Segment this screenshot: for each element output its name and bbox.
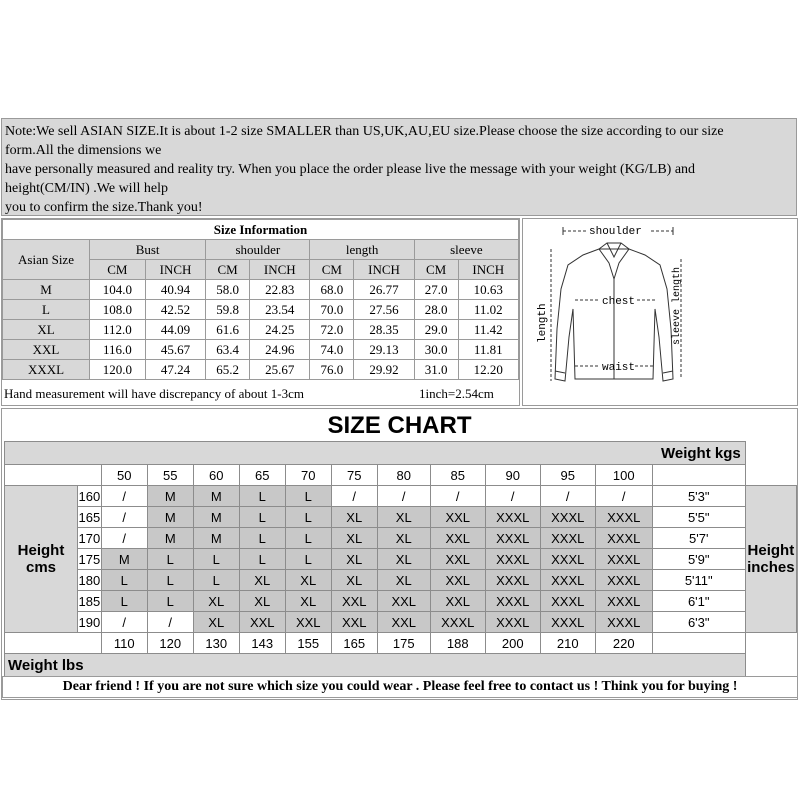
- size-cell: L: [285, 549, 331, 570]
- size-cell: XXL: [430, 507, 485, 528]
- height-cm-value: 165: [78, 507, 102, 528]
- measurement-cell: 29.92: [354, 360, 414, 380]
- measurement-cell: 29.13: [354, 340, 414, 360]
- size-label: L: [3, 300, 90, 320]
- measurement-cell: 12.20: [458, 360, 518, 380]
- measurement-cell: 61.6: [206, 320, 250, 340]
- size-cell: L: [147, 591, 193, 612]
- size-cell: XXXL: [485, 549, 540, 570]
- measurement-cell: 27.0: [414, 280, 458, 300]
- measurement-cell: 74.0: [310, 340, 354, 360]
- shirt-measurement-diagram: [522, 218, 798, 406]
- size-cell: /: [595, 486, 652, 507]
- size-cell: XXXL: [595, 591, 652, 612]
- size-cell: L: [239, 549, 285, 570]
- lbs-value: 130: [193, 633, 239, 654]
- kg-value: 100: [595, 465, 652, 486]
- unit-header: CM: [206, 260, 250, 280]
- size-cell: XXXL: [540, 528, 595, 549]
- corner-cell: [652, 633, 745, 654]
- kg-value: 70: [285, 465, 331, 486]
- lbs-value: 210: [540, 633, 595, 654]
- size-cell: L: [285, 528, 331, 549]
- size-cell: XL: [285, 570, 331, 591]
- kg-value: 80: [377, 465, 430, 486]
- measurement-cell: 63.4: [206, 340, 250, 360]
- height-inch-value: 6'3": [652, 612, 745, 633]
- size-cell: /: [101, 486, 147, 507]
- size-cell: XXL: [430, 570, 485, 591]
- size-chart-title: SIZE CHART: [327, 412, 472, 439]
- measurement-cell: 68.0: [310, 280, 354, 300]
- lbs-value: 200: [485, 633, 540, 654]
- weight-lbs-label: Weight lbs: [5, 654, 746, 677]
- size-cell: L: [193, 549, 239, 570]
- corner-cell: [5, 465, 102, 486]
- lbs-value: 220: [595, 633, 652, 654]
- measurement-cell: 25.67: [250, 360, 310, 380]
- height-cm-value: 160: [78, 486, 102, 507]
- measurement-cell: 112.0: [90, 320, 146, 340]
- size-cell: M: [101, 549, 147, 570]
- size-cell: /: [101, 612, 147, 633]
- size-cell: M: [193, 507, 239, 528]
- table-row: [5, 528, 797, 549]
- size-cell: XL: [331, 549, 377, 570]
- size-cell: XXXL: [485, 528, 540, 549]
- size-label: XXXL: [3, 360, 90, 380]
- weight-kgs-label: Weight kgs: [5, 442, 746, 465]
- sleeve-length-label: sleeve length: [672, 266, 683, 345]
- unit-header: CM: [90, 260, 146, 280]
- table-row: [5, 486, 797, 507]
- size-chart: [1, 408, 798, 700]
- height-inch-value: 5'3": [652, 486, 745, 507]
- height-inch-value: 6'1": [652, 591, 745, 612]
- size-cell: XXXL: [540, 591, 595, 612]
- measurement-cell: 28.35: [354, 320, 414, 340]
- size-cell: XXXL: [595, 507, 652, 528]
- size-cell: XXL: [285, 612, 331, 633]
- inch-conversion: 1inch=2.54cm: [419, 386, 494, 401]
- lbs-value: 175: [377, 633, 430, 654]
- measurement-cell: 42.52: [145, 300, 205, 320]
- size-cell: M: [193, 486, 239, 507]
- size-cell: /: [101, 528, 147, 549]
- shoulder-label: shoulder: [589, 226, 642, 238]
- size-cell: XXL: [430, 591, 485, 612]
- measurement-cell: 59.8: [206, 300, 250, 320]
- size-cell: /: [331, 486, 377, 507]
- kg-header-row: [5, 465, 797, 486]
- size-cell: XXXL: [485, 612, 540, 633]
- shirt-illustration: [523, 219, 797, 405]
- size-cell: XXXL: [540, 549, 595, 570]
- height-cm-value: 190: [78, 612, 102, 633]
- note-line: have personally measured and reality try. When you place the order please live the message with your weight (KG/LB) and: [5, 162, 696, 177]
- size-cell: XXL: [377, 591, 430, 612]
- note-line: form.All the dimensions we: [5, 143, 162, 158]
- discrepancy-note: Hand measurement will have discrepancy of about 1-3cm: [4, 386, 304, 401]
- size-cell: /: [430, 486, 485, 507]
- size-row: [3, 300, 519, 320]
- size-information-panel: [1, 218, 520, 406]
- measurement-cell: 26.77: [354, 280, 414, 300]
- measurement-cell: 11.81: [458, 340, 518, 360]
- size-cell: XL: [377, 507, 430, 528]
- size-label: M: [3, 280, 90, 300]
- size-cell: M: [147, 486, 193, 507]
- size-cell: L: [147, 570, 193, 591]
- size-cell: XL: [331, 528, 377, 549]
- measurement-cell: 45.67: [145, 340, 205, 360]
- weight-lbs-row: [5, 654, 797, 677]
- measurement-cell: 58.0: [206, 280, 250, 300]
- kg-value: 50: [101, 465, 147, 486]
- measurement-cell: 24.96: [250, 340, 310, 360]
- measurement-cell: 72.0: [310, 320, 354, 340]
- table-row: [5, 507, 797, 528]
- height-inch-value: 5'9": [652, 549, 745, 570]
- size-cell: XL: [377, 570, 430, 591]
- chest-label: chest: [602, 296, 636, 308]
- size-cell: XXXL: [595, 612, 652, 633]
- size-cell: XL: [285, 591, 331, 612]
- size-cell: XXXL: [485, 591, 540, 612]
- size-information-table: [2, 219, 519, 380]
- size-cell: /: [540, 486, 595, 507]
- kg-value: 55: [147, 465, 193, 486]
- lbs-value: 110: [101, 633, 147, 654]
- size-cell: /: [485, 486, 540, 507]
- size-cell: L: [285, 486, 331, 507]
- lbs-value: 188: [430, 633, 485, 654]
- size-label: XL: [3, 320, 90, 340]
- size-cell: XXXL: [595, 549, 652, 570]
- size-row: [3, 340, 519, 360]
- length-label: length: [537, 303, 549, 343]
- size-cell: /: [377, 486, 430, 507]
- size-cell: /: [147, 612, 193, 633]
- kg-value: 90: [485, 465, 540, 486]
- size-cell: L: [101, 591, 147, 612]
- table-row: [5, 570, 797, 591]
- corner-cell: [652, 465, 745, 486]
- note-line: you to confirm the size.Thank you!: [5, 200, 203, 215]
- size-cell: XL: [331, 570, 377, 591]
- size-cell: XXXL: [540, 612, 595, 633]
- size-cell: L: [239, 486, 285, 507]
- table-row: [5, 591, 797, 612]
- group-header-length: length: [310, 240, 414, 260]
- size-row: [3, 320, 519, 340]
- table-row: [5, 549, 797, 570]
- measurement-cell: 29.0: [414, 320, 458, 340]
- measurement-cell: 27.56: [354, 300, 414, 320]
- height-cm-value: 185: [78, 591, 102, 612]
- height-cm-value: 175: [78, 549, 102, 570]
- kg-value: 85: [430, 465, 485, 486]
- measurement-cell: 10.63: [458, 280, 518, 300]
- size-cell: /: [101, 507, 147, 528]
- size-note: [1, 118, 797, 216]
- height-cm-value: 180: [78, 570, 102, 591]
- size-cell: XL: [377, 528, 430, 549]
- size-chart-table: [4, 441, 797, 677]
- measurement-cell: 28.0: [414, 300, 458, 320]
- height-inch-value: 5'7': [652, 528, 745, 549]
- unit-header: CM: [414, 260, 458, 280]
- corner-cell: [5, 633, 102, 654]
- size-cell: XXXL: [430, 612, 485, 633]
- kg-value: 75: [331, 465, 377, 486]
- unit-header: INCH: [458, 260, 518, 280]
- size-label: XXL: [3, 340, 90, 360]
- size-cell: L: [239, 528, 285, 549]
- measurement-cell: 120.0: [90, 360, 146, 380]
- measurement-cell: 24.25: [250, 320, 310, 340]
- size-information-title: Size Information: [3, 220, 519, 240]
- measurement-cell: 31.0: [414, 360, 458, 380]
- size-cell: XXL: [331, 591, 377, 612]
- height-cm-value: 170: [78, 528, 102, 549]
- measurement-cell: 22.83: [250, 280, 310, 300]
- measurement-cell: 30.0: [414, 340, 458, 360]
- size-cell: L: [285, 507, 331, 528]
- unit-header: INCH: [145, 260, 205, 280]
- size-cell: XXL: [239, 612, 285, 633]
- table-row: [5, 612, 797, 633]
- size-cell: XL: [331, 507, 377, 528]
- size-cell: XL: [377, 549, 430, 570]
- size-cell: L: [101, 570, 147, 591]
- measurement-cell: 70.0: [310, 300, 354, 320]
- size-cell: L: [193, 570, 239, 591]
- size-cell: XL: [239, 591, 285, 612]
- kg-value: 60: [193, 465, 239, 486]
- kg-value: 65: [239, 465, 285, 486]
- asian-size-header: Asian Size: [3, 240, 90, 280]
- measurement-cell: 116.0: [90, 340, 146, 360]
- note-line: Note:We sell ASIAN SIZE.It is about 1-2 size SMALLER than US,UK,AU,EU size.Please choose the size according to our size: [5, 124, 724, 139]
- size-cell: M: [193, 528, 239, 549]
- lbs-value: 165: [331, 633, 377, 654]
- measurement-cell: 11.02: [458, 300, 518, 320]
- unit-header: INCH: [354, 260, 414, 280]
- lbs-row: [5, 633, 797, 654]
- size-cell: XXXL: [595, 528, 652, 549]
- size-cell: XXL: [430, 549, 485, 570]
- unit-header: CM: [310, 260, 354, 280]
- measurement-cell: 76.0: [310, 360, 354, 380]
- measurement-footnote: [4, 386, 519, 402]
- size-cell: XXL: [331, 612, 377, 633]
- size-cell: M: [147, 528, 193, 549]
- lbs-value: 143: [239, 633, 285, 654]
- group-header-bust: Bust: [90, 240, 206, 260]
- size-cell: XL: [193, 591, 239, 612]
- size-cell: XXXL: [540, 507, 595, 528]
- kg-value: 95: [540, 465, 595, 486]
- measurement-cell: 44.09: [145, 320, 205, 340]
- size-row: [3, 280, 519, 300]
- size-cell: XXXL: [595, 570, 652, 591]
- size-cell: L: [147, 549, 193, 570]
- measurement-cell: 11.42: [458, 320, 518, 340]
- size-cell: XL: [193, 612, 239, 633]
- height-inches-label: Height inches: [745, 486, 796, 633]
- size-cell: XXXL: [485, 570, 540, 591]
- size-row: [3, 360, 519, 380]
- size-cell: XXXL: [540, 570, 595, 591]
- group-header-sleeve: sleeve: [414, 240, 518, 260]
- lbs-value: 120: [147, 633, 193, 654]
- unit-header: INCH: [250, 260, 310, 280]
- group-header-shoulder: shoulder: [206, 240, 310, 260]
- size-cell: M: [147, 507, 193, 528]
- size-cell: XL: [239, 570, 285, 591]
- size-cell: XXL: [430, 528, 485, 549]
- size-cell: XXL: [377, 612, 430, 633]
- height-inch-value: 5'11": [652, 570, 745, 591]
- measurement-cell: 40.94: [145, 280, 205, 300]
- measurement-cell: 108.0: [90, 300, 146, 320]
- waist-label: waist: [602, 362, 636, 374]
- measurement-cell: 104.0: [90, 280, 146, 300]
- measurement-cell: 47.24: [145, 360, 205, 380]
- size-cell: XXXL: [485, 507, 540, 528]
- lbs-value: 155: [285, 633, 331, 654]
- measurement-cell: 23.54: [250, 300, 310, 320]
- measurement-cell: 65.2: [206, 360, 250, 380]
- size-cell: L: [239, 507, 285, 528]
- height-cms-label: Height cms: [5, 486, 78, 633]
- contact-message: Dear friend ! If you are not sure which size you could wear . Please feel free to contact us ! Think you for buying !: [2, 676, 798, 698]
- height-inch-value: 5'5": [652, 507, 745, 528]
- note-line: height(CM/IN) .We will help: [5, 181, 168, 196]
